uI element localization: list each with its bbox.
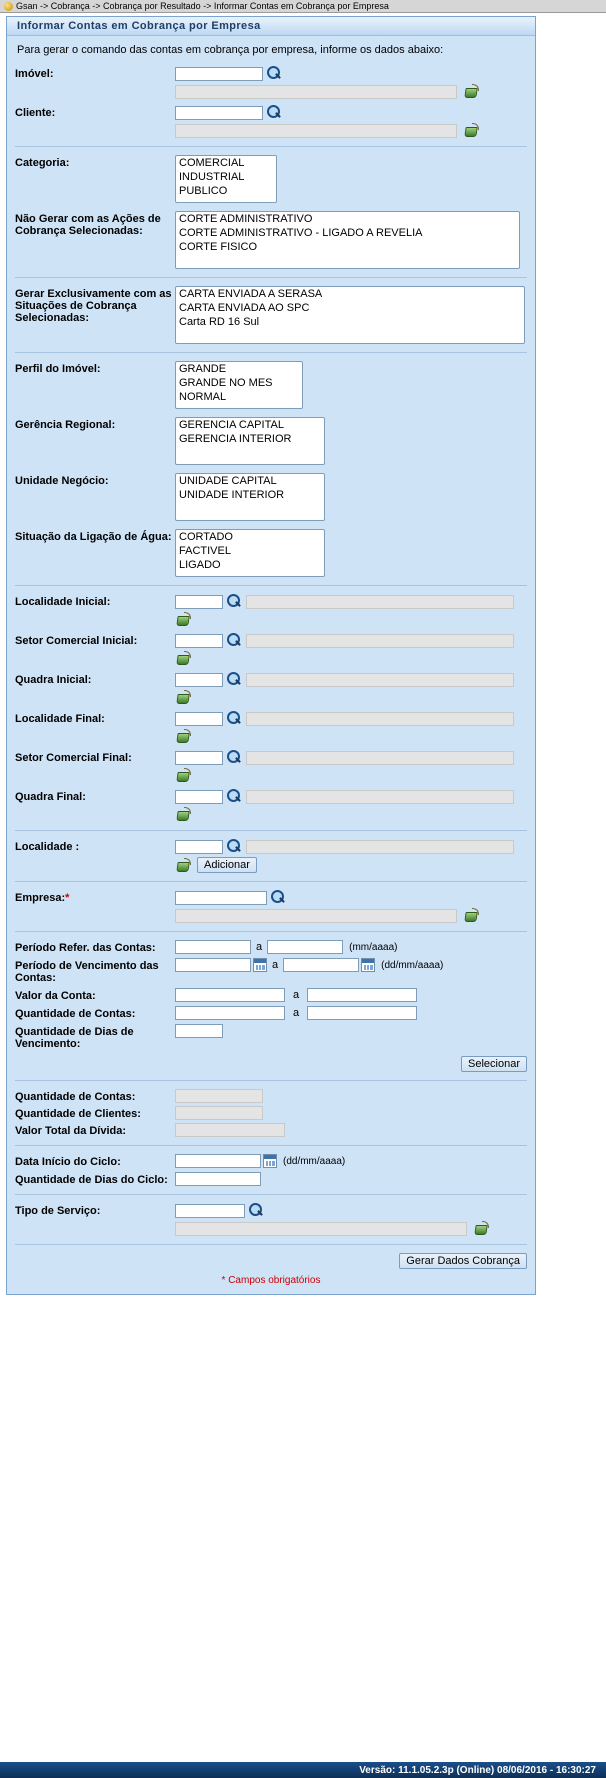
divider: [15, 277, 527, 278]
calendar-icon[interactable]: [263, 1154, 277, 1168]
field-setor-comercial-final: [15, 750, 527, 783]
tipo-servico-label: Tipo de Serviço:: [15, 1205, 101, 1217]
unidade-negocio-listbox[interactable]: [175, 473, 325, 521]
empresa-description: [175, 909, 457, 923]
field-quadra-inicial: [15, 672, 527, 705]
gerencia-regional-label: Gerência Regional:: [15, 419, 116, 431]
clear-bucket-icon[interactable]: [463, 908, 479, 923]
required-note: * Campos obrigatórios: [221, 1275, 321, 1286]
gerar-dados-cobranca-button[interactable]: Gerar Dados Cobrança: [399, 1253, 527, 1269]
gerar-row: [15, 1253, 527, 1269]
range-separator: a: [256, 941, 263, 953]
setor-comercial-inicial-label: Setor Comercial Inicial:: [15, 635, 138, 647]
field-empresa: [15, 890, 527, 923]
divider: [15, 1145, 527, 1146]
range-separator: a: [293, 989, 300, 1001]
localidade-inicial-description: [246, 595, 514, 609]
quadra-inicial-description: [246, 673, 514, 687]
clear-bucket-icon[interactable]: [175, 858, 191, 873]
situacao-ligacao-agua-listbox[interactable]: [175, 529, 325, 577]
periodo-referencia-to[interactable]: [267, 940, 343, 954]
version-text: Versão: 11.1.05.2.3p (Online) 08/06/2016 - 16:30:27: [359, 1764, 596, 1776]
quantidade-contas-to[interactable]: [307, 1006, 417, 1020]
field-nao-gerar-acoes: [15, 211, 527, 269]
list-item[interactable]: [177, 288, 523, 302]
required-marker: *: [65, 892, 70, 904]
quantidade-contas-result-value: [175, 1089, 263, 1103]
periodo-vencimento-hint: (dd/mm/aaaa): [381, 959, 444, 971]
search-icon[interactable]: [226, 594, 242, 610]
list-item[interactable]: [177, 559, 323, 573]
list-item[interactable]: [177, 531, 323, 545]
list-item[interactable]: [177, 316, 523, 330]
localidade-inicial-input[interactable]: [175, 595, 223, 609]
field-localidade: [15, 839, 527, 873]
status-bar: [0, 1762, 606, 1778]
periodo-vencimento-to[interactable]: [283, 958, 359, 972]
divider: [15, 352, 527, 353]
field-periodo-referencia: [15, 940, 527, 954]
field-gerar-situacoes: [15, 286, 527, 344]
search-icon[interactable]: [226, 839, 242, 855]
perfil-imovel-label: Perfil do Imóvel:: [15, 363, 101, 375]
field-cliente: [15, 105, 527, 138]
clear-bucket-icon[interactable]: [175, 690, 191, 705]
divider: [15, 1080, 527, 1081]
categoria-listbox[interactable]: [175, 155, 277, 203]
data-inicio-ciclo-input[interactable]: [175, 1154, 261, 1168]
calendar-icon[interactable]: [253, 958, 267, 972]
list-item[interactable]: [177, 391, 301, 405]
empresa-label-text: Empresa:: [15, 892, 66, 904]
cliente-label: Cliente:: [15, 107, 56, 119]
imovel-input[interactable]: [175, 67, 263, 81]
quantidade-clientes-result-value: [175, 1106, 263, 1120]
quantidade-clientes-result-label: Quantidade de Clientes:: [15, 1108, 141, 1120]
divider: [15, 931, 527, 932]
localidade-final-input[interactable]: [175, 712, 223, 726]
setor-comercial-final-input[interactable]: [175, 751, 223, 765]
localidade-final-label: Localidade Final:: [15, 713, 105, 725]
localidade-input[interactable]: [175, 840, 223, 854]
periodo-referencia-hint: (mm/aaaa): [349, 941, 398, 953]
quantidade-contas-result-label: Quantidade de Contas:: [15, 1091, 136, 1103]
periodo-referencia-from[interactable]: [175, 940, 251, 954]
perfil-imovel-listbox[interactable]: [175, 361, 303, 409]
list-item[interactable]: [177, 475, 323, 489]
range-separator: a: [293, 1007, 300, 1019]
selecionar-row: [15, 1056, 527, 1072]
clear-bucket-icon[interactable]: [463, 123, 479, 138]
search-icon[interactable]: [226, 750, 242, 766]
quantidade-dias-vencimento-label: Quantidade de Dias de Vencimento:: [15, 1026, 134, 1050]
empresa-input[interactable]: [175, 891, 267, 905]
field-unidade-negocio: [15, 473, 527, 521]
field-periodo-vencimento: [15, 958, 527, 984]
cliente-description: [175, 124, 457, 138]
tipo-servico-input[interactable]: [175, 1204, 245, 1218]
list-item[interactable]: [177, 489, 323, 503]
localidade-label: Localidade :: [15, 841, 80, 853]
quadra-inicial-input[interactable]: [175, 673, 223, 687]
clear-bucket-icon[interactable]: [175, 612, 191, 627]
valor-conta-label: Valor da Conta:: [15, 990, 96, 1002]
field-valor-total-divida: [15, 1123, 527, 1137]
localidade-description: [246, 840, 514, 854]
search-icon[interactable]: [226, 633, 242, 649]
unidade-negocio-label: Unidade Negócio:: [15, 475, 109, 487]
range-separator: a: [272, 959, 279, 971]
quantidade-contas-from[interactable]: [175, 1006, 285, 1020]
list-item[interactable]: [177, 171, 275, 185]
search-icon[interactable]: [266, 66, 282, 82]
form-body: [7, 36, 535, 1294]
clear-bucket-icon[interactable]: [175, 807, 191, 822]
field-data-inicio-ciclo: [15, 1154, 527, 1168]
list-item[interactable]: [177, 227, 518, 241]
list-item[interactable]: [177, 213, 518, 227]
search-icon[interactable]: [270, 890, 286, 906]
gerencia-regional-listbox[interactable]: [175, 417, 325, 465]
search-icon[interactable]: [266, 105, 282, 121]
quadra-final-description: [246, 790, 514, 804]
calendar-icon[interactable]: [361, 958, 375, 972]
field-quantidade-dias-ciclo: [15, 1172, 527, 1186]
page-title: Informar Contas em Cobrança por Empresa: [7, 17, 535, 36]
field-imovel: [15, 66, 527, 99]
clear-bucket-icon[interactable]: [175, 651, 191, 666]
empresa-label: [15, 890, 175, 904]
valor-conta-to[interactable]: [307, 988, 417, 1002]
field-localidade-final: [15, 711, 527, 744]
field-categoria: [15, 155, 527, 203]
divider: [15, 1244, 527, 1245]
list-item[interactable]: [177, 433, 323, 447]
search-icon[interactable]: [226, 789, 242, 805]
cliente-input[interactable]: [175, 106, 263, 120]
data-inicio-ciclo-label: Data Início do Ciclo:: [15, 1156, 121, 1168]
list-item[interactable]: [177, 377, 301, 391]
field-quantidade-clientes-result: [15, 1106, 527, 1120]
localidade-inicial-label: Localidade Inicial:: [15, 596, 111, 608]
list-item[interactable]: [177, 157, 275, 171]
nao-gerar-acoes-listbox[interactable]: [175, 211, 520, 269]
adicionar-button[interactable]: Adicionar: [197, 857, 257, 873]
situacao-ligacao-agua-label: Situação da Ligação de Água:: [15, 531, 172, 543]
field-localidade-inicial: [15, 594, 527, 627]
list-item[interactable]: [177, 185, 275, 199]
quantidade-dias-ciclo-label: Quantidade de Dias do Ciclo:: [15, 1174, 168, 1186]
field-setor-comercial-inicial: [15, 633, 527, 666]
search-icon[interactable]: [248, 1203, 264, 1219]
valor-total-divida-value: [175, 1123, 285, 1137]
search-icon[interactable]: [226, 672, 242, 688]
valor-total-divida-label: Valor Total da Dívida:: [15, 1125, 127, 1137]
clear-bucket-icon[interactable]: [473, 1221, 489, 1236]
divider: [15, 1194, 527, 1195]
field-situacao-ligacao-agua: [15, 529, 527, 577]
data-inicio-ciclo-hint: (dd/mm/aaaa): [283, 1155, 346, 1167]
divider: [15, 585, 527, 586]
field-quantidade-dias-vencimento: [15, 1024, 527, 1050]
selecionar-button[interactable]: Selecionar: [461, 1056, 527, 1072]
field-quadra-final: [15, 789, 527, 822]
quadra-final-label: Quadra Final:: [15, 791, 86, 803]
divider: [15, 146, 527, 147]
list-item[interactable]: [177, 419, 323, 433]
quantidade-contas-filtro-label: Quantidade de Contas:: [15, 1008, 136, 1020]
search-icon[interactable]: [226, 711, 242, 727]
imovel-description: [175, 85, 457, 99]
valor-conta-from[interactable]: [175, 988, 285, 1002]
field-tipo-servico: [15, 1203, 527, 1236]
setor-comercial-final-description: [246, 751, 514, 765]
list-item[interactable]: [177, 363, 301, 377]
divider: [15, 830, 527, 831]
clear-bucket-icon[interactable]: [175, 729, 191, 744]
list-item[interactable]: [177, 302, 523, 316]
nao-gerar-acoes-label: Não Gerar com as Ações de Cobrança Selecionadas:: [15, 213, 161, 237]
breadcrumb-text: Gsan -> Cobrança -> Cobrança por Resultado -> Informar Contas em Cobrança por Empresa: [16, 1, 389, 11]
gerar-situacoes-listbox[interactable]: [175, 286, 525, 344]
field-valor-conta: [15, 988, 527, 1002]
clear-bucket-icon[interactable]: [463, 84, 479, 99]
gerar-situacoes-label: Gerar Exclusivamente com as Situações de Cobrança Selecionadas:: [15, 288, 172, 324]
quadra-final-input[interactable]: [175, 790, 223, 804]
main-panel: [6, 16, 536, 1295]
periodo-referencia-label: Período Refer. das Contas:: [15, 942, 156, 954]
imovel-label: Imóvel:: [15, 68, 54, 80]
periodo-vencimento-from[interactable]: [175, 958, 251, 972]
list-item[interactable]: [177, 545, 323, 559]
periodo-vencimento-label: Período de Vencimento das Contas:: [15, 960, 159, 984]
gsan-icon: [4, 2, 13, 11]
list-item[interactable]: [177, 241, 518, 255]
divider: [15, 881, 527, 882]
tipo-servico-description: [175, 1222, 467, 1236]
page-container: [0, 16, 606, 1295]
setor-comercial-final-label: Setor Comercial Final:: [15, 752, 132, 764]
field-gerencia-regional: [15, 417, 527, 465]
localidade-final-description: [246, 712, 514, 726]
intro-text: Para gerar o comando das contas em cobrança por empresa, informe os dados abaixo:: [17, 44, 444, 56]
clear-bucket-icon[interactable]: [175, 768, 191, 783]
setor-comercial-inicial-input[interactable]: [175, 634, 223, 648]
field-perfil-imovel: [15, 361, 527, 409]
setor-comercial-inicial-description: [246, 634, 514, 648]
field-quantidade-contas-result: [15, 1089, 527, 1103]
breadcrumb: [0, 0, 606, 13]
quadra-inicial-label: Quadra Inicial:: [15, 674, 92, 686]
quantidade-dias-ciclo-input[interactable]: [175, 1172, 261, 1186]
categoria-label: Categoria:: [15, 157, 70, 169]
field-quantidade-contas-filtro: [15, 1006, 527, 1020]
quantidade-dias-vencimento-input[interactable]: [175, 1024, 223, 1038]
